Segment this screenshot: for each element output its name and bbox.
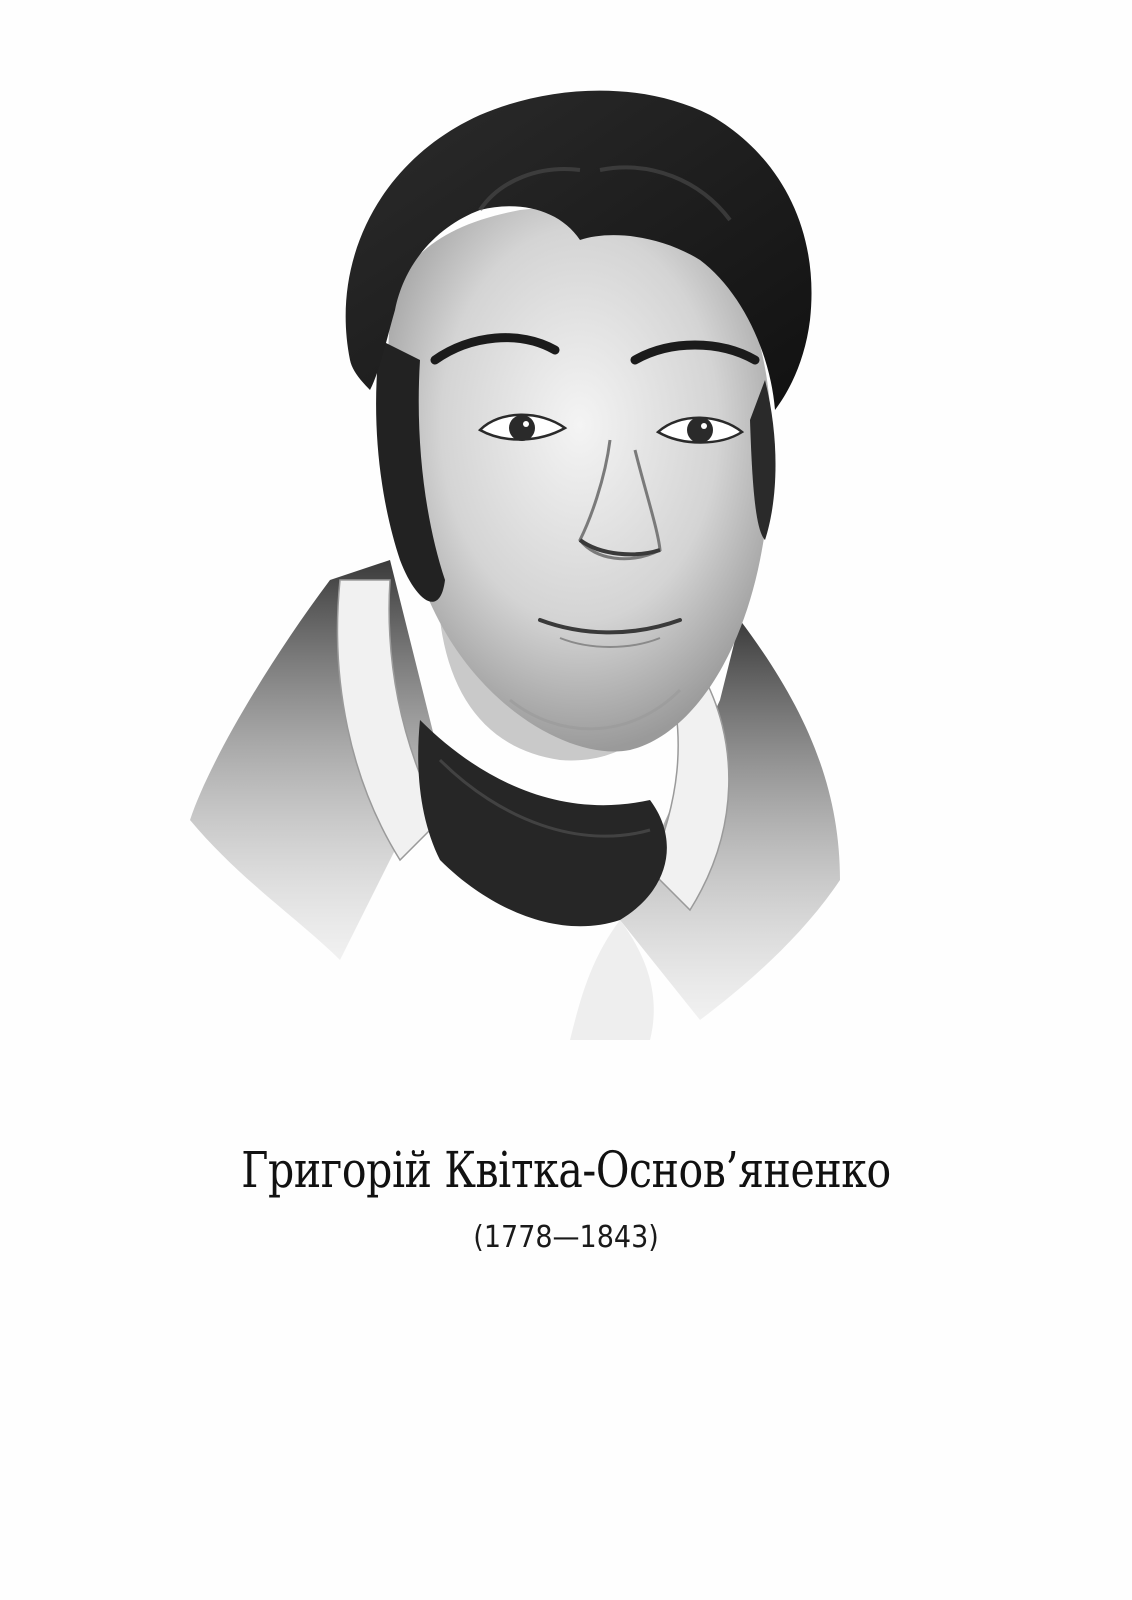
caption	[0, 1140, 1132, 1258]
portrait-svg	[180, 60, 880, 1050]
face	[388, 208, 772, 752]
portrait-illustration	[180, 60, 880, 1050]
life-years: (1778—1843)	[473, 1220, 659, 1255]
author-name: Григорій Квітка-Основ’яненко	[241, 1141, 891, 1199]
